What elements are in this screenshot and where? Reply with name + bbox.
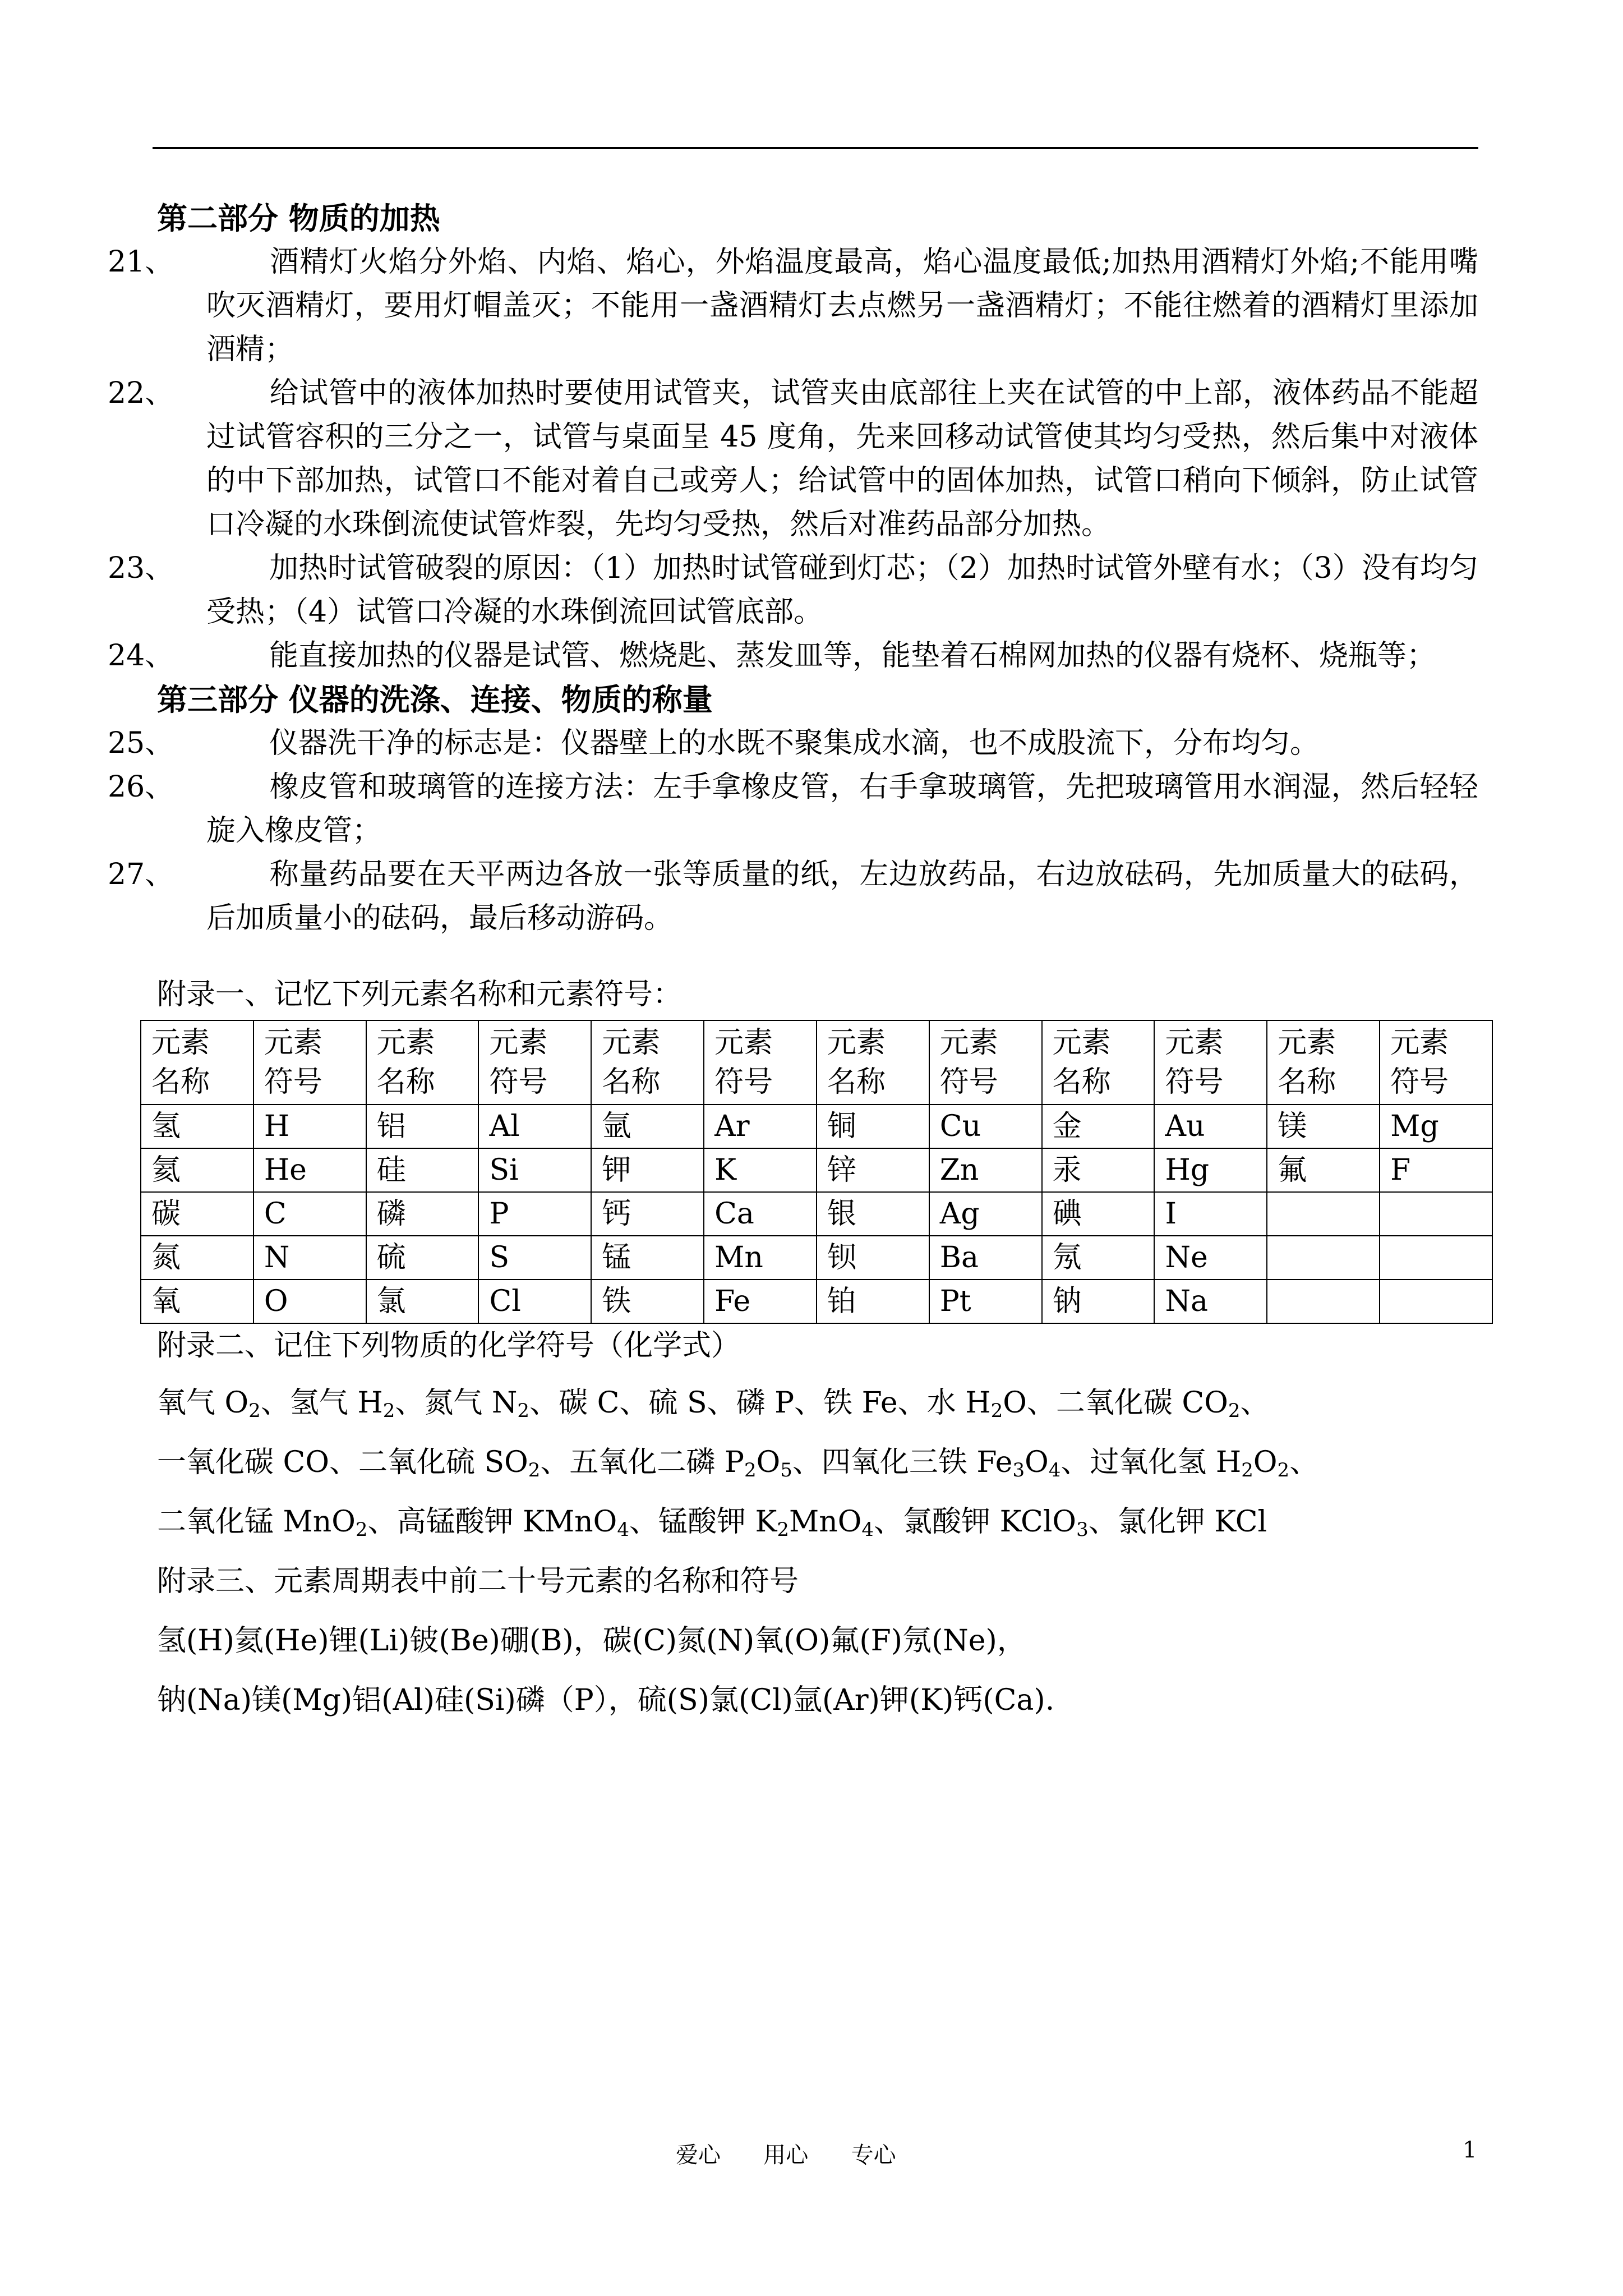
formula-symbol: H <box>1215 1446 1242 1479</box>
element-symbol-cell: Mn <box>704 1236 817 1280</box>
formula-subscript: 2 <box>990 1400 1003 1422</box>
formula-list <box>157 1381 1478 1544</box>
element-name-cell: 氯 <box>366 1280 479 1323</box>
separator: 、 <box>1240 1386 1270 1420</box>
formula-subscript: 5 <box>780 1459 792 1481</box>
element-symbol-cell: P <box>478 1192 591 1236</box>
item-number: 24、 <box>108 639 174 673</box>
section3-item <box>108 853 1478 940</box>
header-line: 名称 <box>602 1065 661 1099</box>
header-line: 符号 <box>939 1065 998 1099</box>
formula-symbol: MnO <box>283 1505 356 1539</box>
element-symbol-cell: H <box>253 1105 366 1148</box>
element-symbol-cell: Fe <box>704 1280 817 1323</box>
substance-name: 过氧化氢 <box>1090 1446 1216 1479</box>
formula-line <box>157 1441 1478 1484</box>
element-name-cell: 汞 <box>1042 1148 1155 1192</box>
header-line: 元素 <box>264 1026 322 1060</box>
item-number: 27、 <box>108 858 174 891</box>
appendix-1-title: 附录一、记忆下列元素名称和元素符号： <box>157 978 683 1011</box>
section3-item <box>108 721 1478 765</box>
element-symbol-cell: Cl <box>478 1280 591 1323</box>
header-line: 符号 <box>714 1065 773 1099</box>
separator: 、 <box>629 1505 658 1539</box>
footer-motto: 爱心 用心 专心 <box>676 2142 896 2168</box>
separator: 、 <box>329 1446 358 1479</box>
table-header-cell <box>1154 1020 1267 1105</box>
element-name-cell: 铂 <box>817 1280 929 1323</box>
section-3-items <box>108 721 1478 940</box>
separator: 、 <box>1088 1505 1118 1539</box>
element-symbol-cell: Hg <box>1154 1148 1267 1192</box>
section2-item <box>108 634 1478 678</box>
separator: 、 <box>792 1446 822 1479</box>
item-number: 22、 <box>108 376 174 410</box>
header-rule <box>153 147 1478 149</box>
formula-subscript: 3 <box>1076 1519 1089 1541</box>
element-name-cell: 硅 <box>366 1148 479 1192</box>
separator: 、 <box>794 1386 824 1420</box>
formula-symbol: CO <box>1182 1386 1228 1420</box>
formula-symbol: O <box>1025 1446 1049 1479</box>
table-row <box>141 1148 1492 1192</box>
element-table <box>140 1020 1493 1324</box>
element-name-cell: 氟 <box>1267 1148 1380 1192</box>
substance-name: 锰酸钾 <box>658 1505 755 1539</box>
formula-symbol: Fe <box>861 1386 898 1420</box>
header-line: 名称 <box>1052 1065 1111 1099</box>
substance-name: 一氧化碳 <box>157 1446 283 1479</box>
header-line: 元素 <box>939 1026 998 1060</box>
formula-symbol: O <box>224 1386 249 1420</box>
separator: 、 <box>707 1386 736 1420</box>
section2-item <box>108 240 1478 371</box>
formula-symbol: SO <box>484 1446 528 1479</box>
item-number: 25、 <box>108 726 174 760</box>
formula-symbol: O <box>756 1446 781 1479</box>
page-footer <box>0 2137 1623 2177</box>
element-name-cell: 碘 <box>1042 1192 1155 1236</box>
table-row <box>141 1105 1492 1148</box>
header-line: 元素 <box>376 1026 435 1060</box>
document-body <box>108 196 1478 1722</box>
formula-symbol: CO <box>283 1446 329 1479</box>
item-text: 能直接加热的仪器是试管、燃烧匙、蒸发皿等，能垫着石棉网加热的仪器有烧杯、烧瓶等； <box>269 639 1436 673</box>
table-header-cell <box>141 1020 253 1105</box>
element-symbol-cell: Si <box>478 1148 591 1192</box>
formula-subscript: 2 <box>777 1519 789 1541</box>
separator: 、 <box>1026 1386 1056 1420</box>
element-symbol-cell: Cu <box>929 1105 1042 1148</box>
element-symbol-cell: Ca <box>704 1192 817 1236</box>
element-symbol-cell: Zn <box>929 1148 1042 1192</box>
section2-item <box>108 371 1478 546</box>
substance-name: 四氧化三铁 <box>821 1446 977 1479</box>
element-name-cell: 碳 <box>141 1192 253 1236</box>
table-row <box>141 1236 1492 1280</box>
item-text: 酒精灯火焰分外焰、内焰、焰心，外焰温度最高，焰心温度最低;加热用酒精灯外焰;不能用嘴吹灭酒精灯，要用灯帽盖灭；不能用一盏酒精灯去点燃另一盏酒精灯；不能往燃着的酒精灯里添加酒精； <box>206 245 1478 366</box>
item-text: 称量药品要在天平两边各放一张等质量的纸，左边放药品，右边放砝码，先加质量大的砝码，后加质量小的砝码，最后移动游码。 <box>206 858 1478 935</box>
table-header-cell <box>1267 1020 1380 1105</box>
header-line: 元素 <box>151 1026 210 1060</box>
element-name-cell: 氦 <box>141 1148 253 1192</box>
item-text: 仪器洗干净的标志是：仪器壁上的水既不聚集成水滴，也不成股流下，分布均匀。 <box>269 726 1320 760</box>
formula-symbol: C <box>597 1386 620 1420</box>
separator: 、 <box>395 1386 425 1420</box>
substance-name: 氧气 <box>157 1386 225 1420</box>
item-text: 橡皮管和玻璃管的连接方法：左手拿橡皮管，右手拿玻璃管，先把玻璃管用水润湿，然后轻轻旋入橡皮管； <box>206 770 1478 848</box>
header-line: 元素 <box>1390 1026 1449 1060</box>
element-name-cell: 钾 <box>591 1148 704 1192</box>
element-name-cell: 硫 <box>366 1236 479 1280</box>
table-header-cell <box>253 1020 366 1105</box>
substance-name: 氯化钾 <box>1117 1505 1215 1539</box>
item-number: 23、 <box>108 551 174 585</box>
element-name-cell: 金 <box>1042 1105 1155 1148</box>
page-number: 1 <box>1463 2137 1477 2163</box>
table-header-cell <box>1380 1020 1492 1105</box>
element-name-cell: 铜 <box>817 1105 929 1148</box>
element-symbol-cell: Na <box>1154 1280 1267 1323</box>
appendix-2-title: 附录二、记住下列物质的化学符号（化学式） <box>157 1329 741 1363</box>
header-line: 元素 <box>1165 1026 1224 1060</box>
section-2-items <box>108 240 1478 678</box>
formula-subscript: 2 <box>1228 1400 1241 1422</box>
formula-subscript: 2 <box>248 1400 261 1422</box>
separator: 、 <box>540 1446 570 1479</box>
substance-name: 水 <box>926 1386 966 1420</box>
element-symbol-cell: Ar <box>704 1105 817 1148</box>
element-name-cell: 钠 <box>1042 1280 1155 1323</box>
substance-name: 氮气 <box>424 1386 492 1420</box>
header-line: 符号 <box>489 1065 548 1099</box>
formula-symbol: S <box>686 1386 707 1420</box>
section3-item <box>108 765 1478 853</box>
formula-subscript: 2 <box>1277 1459 1290 1481</box>
header-line: 名称 <box>827 1065 886 1099</box>
formula-symbol: KClO <box>999 1505 1077 1539</box>
element-name-cell: 铁 <box>591 1280 704 1323</box>
appendix-3-line-2: 钠(Na)镁(Mg)铝(Al)硅(Si)磷（P），硫(S)氯(Cl)氩(Ar)钾(K)钙(Ca). <box>157 1683 1055 1717</box>
element-name-cell: 氖 <box>1042 1236 1155 1280</box>
section2-item <box>108 546 1478 634</box>
element-name-cell <box>1267 1192 1380 1236</box>
formula-subscript: 4 <box>1048 1459 1061 1481</box>
separator: 、 <box>367 1505 397 1539</box>
formula-subscript: 4 <box>617 1519 629 1541</box>
formula-subscript: 2 <box>528 1459 541 1481</box>
element-symbol-cell <box>1380 1192 1492 1236</box>
element-symbol-cell: Ne <box>1154 1236 1267 1280</box>
header-line: 元素 <box>827 1026 886 1060</box>
header-line: 元素 <box>1278 1026 1336 1060</box>
item-number: 21、 <box>108 245 174 279</box>
formula-symbol: Fe <box>976 1446 1013 1479</box>
element-symbol-cell: Pt <box>929 1280 1042 1323</box>
element-symbol-cell: N <box>253 1236 366 1280</box>
section-2-heading: 第二部分 物质的加热 <box>157 200 440 236</box>
item-text: 给试管中的液体加热时要使用试管夹，试管夹由底部往上夹在试管的中上部，液体药品不能超过试管容积的三分之一，试管与桌面呈 45 度角，先来回移动试管使其均匀受热，然后集中对液体的中下部加热，试管口不能对着自己或旁人；给试管中的固体加热，试管口稍向下倾斜，防止试管口冷凝的水珠倒流使试管炸裂，先均匀受热，然后对准药品部分加热。 <box>206 376 1478 541</box>
substance-name: 五氧化二磷 <box>569 1446 725 1479</box>
element-name-cell: 锰 <box>591 1236 704 1280</box>
formula-line <box>157 1381 1478 1425</box>
table-header-cell <box>704 1020 817 1105</box>
header-line: 元素 <box>602 1026 661 1060</box>
substance-name: 铁 <box>823 1386 862 1420</box>
header-line: 符号 <box>1165 1065 1224 1099</box>
element-name-cell <box>1267 1236 1380 1280</box>
formula-symbol: N <box>491 1386 518 1420</box>
formula-subscript: 2 <box>517 1400 530 1422</box>
element-symbol-cell: Al <box>478 1105 591 1148</box>
element-symbol-cell: Ag <box>929 1192 1042 1236</box>
element-symbol-cell: S <box>478 1236 591 1280</box>
element-symbol-cell: Ba <box>929 1236 1042 1280</box>
element-symbol-cell: F <box>1380 1148 1492 1192</box>
substance-name: 氯酸钾 <box>903 1505 1000 1539</box>
separator: 、 <box>619 1386 649 1420</box>
element-symbol-cell <box>1380 1236 1492 1280</box>
formula-subscript: 2 <box>744 1459 757 1481</box>
header-line: 名称 <box>376 1065 435 1099</box>
formula-subscript: 4 <box>861 1519 874 1541</box>
substance-name: 碳 <box>559 1386 597 1420</box>
element-name-cell: 磷 <box>366 1192 479 1236</box>
table-header-cell <box>817 1020 929 1105</box>
table-header-cell <box>366 1020 479 1105</box>
element-name-cell <box>1267 1280 1380 1323</box>
element-name-cell: 锌 <box>817 1148 929 1192</box>
formula-symbol: KCl <box>1214 1505 1267 1539</box>
formula-symbol: O <box>1253 1446 1278 1479</box>
formula-subscript: 2 <box>382 1400 395 1422</box>
formula-symbol: H <box>965 1386 991 1420</box>
element-symbol-cell: He <box>253 1148 366 1192</box>
appendix-3-title: 附录三、元素周期表中前二十号元素的名称和符号 <box>157 1565 799 1598</box>
formula-subscript: 2 <box>1241 1459 1253 1481</box>
formula-symbol: P <box>724 1446 744 1479</box>
table-header-cell <box>1042 1020 1155 1105</box>
element-name-cell: 氧 <box>141 1280 253 1323</box>
separator: 、 <box>1289 1446 1319 1479</box>
item-number: 26、 <box>108 770 174 804</box>
formula-symbol: K <box>755 1505 777 1539</box>
appendix-3-line-1: 氢(H)氦(He)锂(Li)铍(Be)硼(B)，碳(C)氮(N)氧(O)氟(F)氖(Ne)， <box>157 1624 1026 1658</box>
formula-subscript: 2 <box>355 1519 368 1541</box>
item-text: 加热时试管破裂的原因：（1）加热时试管碰到灯芯；（2）加热时试管外壁有水；（3）没有均匀受热；（4）试管口冷凝的水珠倒流回试管底部。 <box>206 551 1478 629</box>
substance-name: 磷 <box>736 1386 775 1420</box>
element-symbol-cell: Au <box>1154 1105 1267 1148</box>
element-symbol-cell: K <box>704 1148 817 1192</box>
separator: 、 <box>897 1386 927 1420</box>
table-header-cell <box>478 1020 591 1105</box>
formula-subscript: 3 <box>1012 1459 1025 1481</box>
header-line: 名称 <box>1278 1065 1336 1099</box>
formula-symbol: MnO <box>789 1505 862 1539</box>
header-line: 元素 <box>1052 1026 1111 1060</box>
element-symbol-cell: Mg <box>1380 1105 1492 1148</box>
substance-name: 二氧化硫 <box>358 1446 485 1479</box>
header-line: 符号 <box>264 1065 322 1099</box>
table-header-row <box>141 1020 1492 1105</box>
substance-name: 高锰酸钾 <box>396 1505 523 1539</box>
element-symbol-cell: C <box>253 1192 366 1236</box>
separator: 、 <box>874 1505 903 1539</box>
table-row <box>141 1280 1492 1323</box>
formula-symbol: P <box>774 1386 795 1420</box>
substance-name: 二氧化碳 <box>1055 1386 1182 1420</box>
substance-name: 二氧化锰 <box>157 1505 283 1539</box>
header-line: 名称 <box>151 1065 210 1099</box>
table-header-cell <box>929 1020 1042 1105</box>
element-symbol-cell: O <box>253 1280 366 1323</box>
separator: 、 <box>260 1386 290 1420</box>
element-symbol-cell: I <box>1154 1192 1267 1236</box>
separator: 、 <box>529 1386 559 1420</box>
formula-line <box>157 1500 1478 1544</box>
spacer <box>157 940 1478 973</box>
section-3-heading: 第三部分 仪器的洗涤、连接、物质的称量 <box>157 682 713 717</box>
element-name-cell: 钙 <box>591 1192 704 1236</box>
substance-name: 氢气 <box>289 1386 358 1420</box>
header-line: 元素 <box>489 1026 548 1060</box>
formula-symbol: KMnO <box>523 1505 617 1539</box>
element-name-cell: 氩 <box>591 1105 704 1148</box>
separator: 、 <box>1061 1446 1090 1479</box>
header-line: 元素 <box>714 1026 773 1060</box>
element-name-cell: 铝 <box>366 1105 479 1148</box>
formula-symbol: O <box>1003 1386 1027 1420</box>
element-symbol-cell <box>1380 1280 1492 1323</box>
table-header-cell <box>591 1020 704 1105</box>
formula-symbol: H <box>357 1386 383 1420</box>
header-line: 符号 <box>1390 1065 1449 1099</box>
element-name-cell: 氢 <box>141 1105 253 1148</box>
element-name-cell: 镁 <box>1267 1105 1380 1148</box>
element-name-cell: 氮 <box>141 1236 253 1280</box>
substance-name: 硫 <box>648 1386 687 1420</box>
element-name-cell: 银 <box>817 1192 929 1236</box>
table-row <box>141 1192 1492 1236</box>
element-name-cell: 钡 <box>817 1236 929 1280</box>
